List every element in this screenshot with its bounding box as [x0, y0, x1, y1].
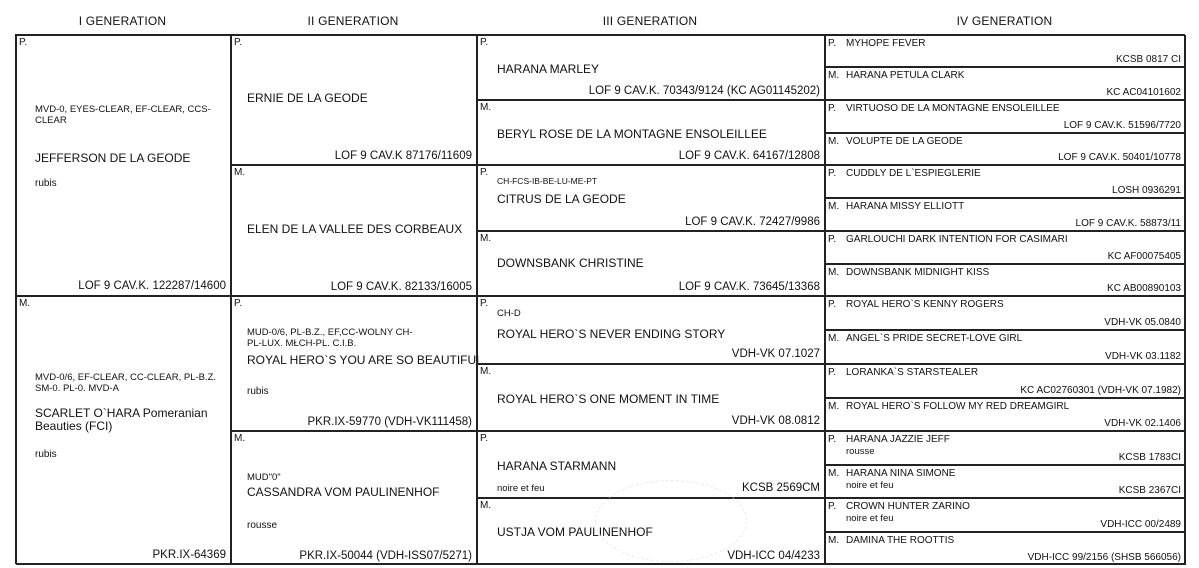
role-label: P. — [480, 433, 489, 444]
registration-number: KCSB 0817 CI — [1115, 54, 1181, 65]
registration-number: LOF 9 CAV.K. 64167/12808 — [678, 150, 820, 162]
gen4-cell — [825, 165, 1186, 198]
coat-color: rousse — [247, 520, 278, 531]
dog-name: SCARLET O`HARA Pomeranian Beauties (FCI) — [35, 406, 208, 433]
dog-name: DAMINA THE ROOTTIS — [846, 535, 955, 546]
registration-number: VDH-ICC 00/2489 — [1100, 519, 1181, 530]
role-label: M. — [19, 298, 31, 309]
health-tests: MVD-0, EYES-CLEAR, EF-CLEAR, CCS-CLEAR — [35, 104, 211, 126]
role-label: M. — [828, 70, 840, 81]
role-label: M. — [480, 102, 492, 113]
role-label: P. — [480, 298, 489, 309]
registration-number: PKR.IX-64369 — [152, 549, 226, 561]
dog-name: GARLOUCHI DARK INTENTION FOR CASIMARI — [846, 234, 1068, 245]
role-label: P. — [828, 168, 837, 179]
gen3-cell — [477, 231, 825, 296]
role-label: M. — [480, 233, 492, 244]
gen4-cell — [825, 198, 1186, 231]
gen4-cell — [825, 364, 1186, 398]
gen4-cell — [825, 330, 1186, 364]
registration-number: LOF 9 CAV.K. 73645/13368 — [678, 281, 820, 293]
dog-name: CUDDLY DE L`ESPIEGLERIE — [846, 168, 981, 179]
gen2-cell — [231, 431, 477, 565]
gen1-dam-cell — [16, 296, 231, 565]
gen4-cell — [825, 398, 1186, 431]
coat-color: noire et feu — [497, 483, 545, 494]
role-label: P. — [828, 103, 837, 114]
dog-name: ROYAL HERO`S FOLLOW MY RED DREAMGIRL — [846, 401, 1070, 412]
role-label: P. — [828, 299, 837, 310]
coat-color: rousse — [846, 446, 875, 457]
titles: CH-D — [497, 308, 521, 319]
dog-name: HARANA MISSY ELLIOTT — [846, 201, 965, 212]
titles: CH-FCS-IB-BE-LU-ME-PT — [497, 176, 598, 186]
gen4-cell — [825, 498, 1186, 532]
role-label: P. — [234, 37, 243, 48]
gen4-cell — [825, 532, 1186, 565]
registration-number: KC AC04101602 — [1106, 87, 1181, 98]
gen3-cell — [477, 100, 825, 165]
registration-number: VDH-VK 02.1406 — [1104, 418, 1181, 429]
gen3-cell — [477, 364, 825, 431]
registration-number: KC AF00075405 — [1107, 251, 1181, 262]
registration-number: LOF 9 CAV.K. 72427/9986 — [685, 216, 820, 228]
dog-name: BERYL ROSE DE LA MONTAGNE ENSOLEILLEE — [497, 127, 767, 141]
dog-name: JEFFERSON DE LA GEODE — [35, 151, 191, 165]
coat-color: noire et feu — [846, 480, 894, 491]
dog-name: ELEN DE LA VALLEE DES CORBEAUX — [247, 222, 463, 236]
gen4-cell — [825, 264, 1186, 296]
registration-number: LOF 9 CAV.K. 122287/14600 — [78, 280, 226, 292]
gen1-sire-cell — [16, 35, 231, 296]
dog-name: ROYAL HERO`S YOU ARE SO BEAUTIFUL — [247, 353, 483, 367]
gen4-cell — [825, 100, 1186, 133]
role-label: P. — [19, 37, 28, 48]
registration-number: KC AB00890103 — [1107, 283, 1181, 294]
gen4-cell — [825, 67, 1186, 100]
registration-number: LOF 9 CAV.K. 50401/10778 — [1058, 152, 1181, 163]
header-generation-4: IV GENERATION — [956, 14, 1053, 28]
coat-color: rubis — [35, 178, 57, 189]
role-label: M. — [828, 201, 840, 212]
gen4-cell — [825, 465, 1186, 498]
dog-name: ROYAL HERO`S ONE MOMENT IN TIME — [497, 392, 720, 406]
dog-name: HARANA STARMANN — [497, 459, 617, 473]
dog-name: CASSANDRA VOM PAULINENHOF — [247, 485, 440, 499]
role-label: P. — [234, 298, 243, 309]
role-label: M. — [828, 401, 840, 412]
registration-number: VDH-ICC 99/2156 (SHSB 566056) — [1027, 552, 1181, 563]
coat-color: rubis — [247, 386, 269, 397]
dog-name: LORANKA`S STARSTEALER — [846, 367, 979, 378]
role-label: M. — [234, 167, 246, 178]
dog-name: HARANA JAZZIE JEFF — [846, 434, 950, 445]
dog-name: DOWNSBANK MIDNIGHT KISS — [846, 267, 990, 278]
dog-name: USTJA VOM PAULINENHOF — [497, 525, 653, 539]
role-label: P. — [828, 367, 837, 378]
registration-number: VDH-ICC 04/4233 — [727, 550, 820, 562]
titles: MUD"0" — [247, 472, 281, 483]
gen4-cell — [825, 231, 1186, 264]
registration-number: KCSB 2569CM — [742, 482, 820, 494]
role-label: M. — [828, 136, 840, 147]
role-label: M. — [828, 468, 840, 479]
header-generation-1: I GENERATION — [78, 14, 167, 28]
registration-number: LOF 9 CAV.K. 51596/7720 — [1063, 120, 1181, 131]
role-label: P. — [480, 167, 489, 178]
role-label: M. — [234, 433, 246, 444]
registration-number: LOF 9 CAV.K. 58873/11 — [1075, 218, 1181, 229]
pedigree-table — [15, 34, 1185, 564]
dog-name: MYHOPE FEVER — [846, 38, 926, 49]
gen2-cell — [231, 35, 477, 165]
registration-number: LOF 9 CAV.K. 82133/16005 — [330, 281, 472, 293]
dog-name: DOWNSBANK CHRISTINE — [497, 256, 644, 270]
registration-number: KCSB 2367CI — [1118, 485, 1181, 496]
role-label: P. — [480, 37, 489, 48]
titles: MUD-0/6, PL-B.Z., EF,CC-WOLNY CH-PL-LUX. MŁCH-PL. C.I.B. — [247, 327, 413, 349]
dog-name: CITRUS DE LA GEODE — [497, 192, 626, 206]
registration-number: LOSH 0936291 — [1112, 185, 1181, 196]
registration-number: VDH-VK 08.0812 — [731, 415, 820, 427]
role-label: M. — [828, 267, 840, 278]
registration-number: PKR.IX-59770 (VDH-VK111458) — [307, 416, 472, 428]
registration-number: KC AC02760301 (VDH-VK 07.1982) — [1020, 385, 1181, 396]
role-label: M. — [480, 500, 492, 511]
dog-name: HARANA PETULA CLARK — [846, 70, 965, 81]
role-label: P. — [828, 501, 837, 512]
gen4-cell — [825, 133, 1186, 165]
dog-name: ROYAL HERO`S KENNY ROGERS — [846, 299, 1004, 310]
gen3-cell — [477, 296, 825, 364]
dog-name: CROWN HUNTER ZARINO — [846, 501, 970, 512]
role-label: P. — [828, 38, 837, 49]
role-label: M. — [828, 333, 840, 344]
gen3-cell — [477, 165, 825, 231]
gen4-cell — [825, 296, 1186, 330]
registration-number: VDH-VK 05.0840 — [1104, 317, 1181, 328]
header-generation-3: III GENERATION — [602, 14, 698, 28]
registration-number: PKR.IX-50044 (VDH-ISS07/5271) — [299, 550, 472, 562]
health-tests: MVD-0/6, EF-CLEAR, CC-CLEAR, PL-B.Z. SM-0. PL-0. MVD-A — [35, 372, 217, 394]
role-label: M. — [828, 535, 840, 546]
dog-name: ANGEL`S PRIDE SECRET-LOVE GIRL — [846, 333, 1023, 344]
gen2-cell — [231, 296, 483, 431]
coat-color: noire et feu — [846, 513, 894, 524]
faint-stamp-mark — [595, 480, 747, 562]
dog-name: VIRTUOSO DE LA MONTAGNE ENSOLEILLEE — [846, 103, 1060, 114]
registration-number: VDH-VK 03.1182 — [1105, 351, 1181, 362]
dog-name: ROYAL HERO`S NEVER ENDING STORY — [497, 327, 726, 341]
role-label: P. — [828, 434, 837, 445]
dog-name: HARANA MARLEY — [497, 62, 600, 76]
dog-name: VOLUPTE DE LA GEODE — [846, 136, 963, 147]
gen3-cell — [477, 35, 825, 100]
registration-number: LOF 9 CAV.K 87176/11609 — [334, 150, 472, 162]
registration-number: LOF 9 CAV.K. 70343/9124 (KC AG01145202) — [588, 85, 820, 97]
registration-number: VDH-VK 07.1027 — [731, 348, 820, 360]
header-generation-2: II GENERATION — [307, 14, 399, 28]
coat-color: rubis — [35, 449, 57, 460]
role-label: P. — [828, 234, 837, 245]
dog-name: ERNIE DE LA GEODE — [247, 91, 368, 105]
registration-number: KCSB 1783CI — [1118, 452, 1181, 463]
gen4-cell — [825, 35, 1186, 67]
role-label: M. — [480, 366, 492, 377]
gen2-cell — [231, 165, 477, 296]
gen4-cell — [825, 431, 1186, 465]
dog-name: HARANA NINA SIMONE — [846, 468, 956, 479]
